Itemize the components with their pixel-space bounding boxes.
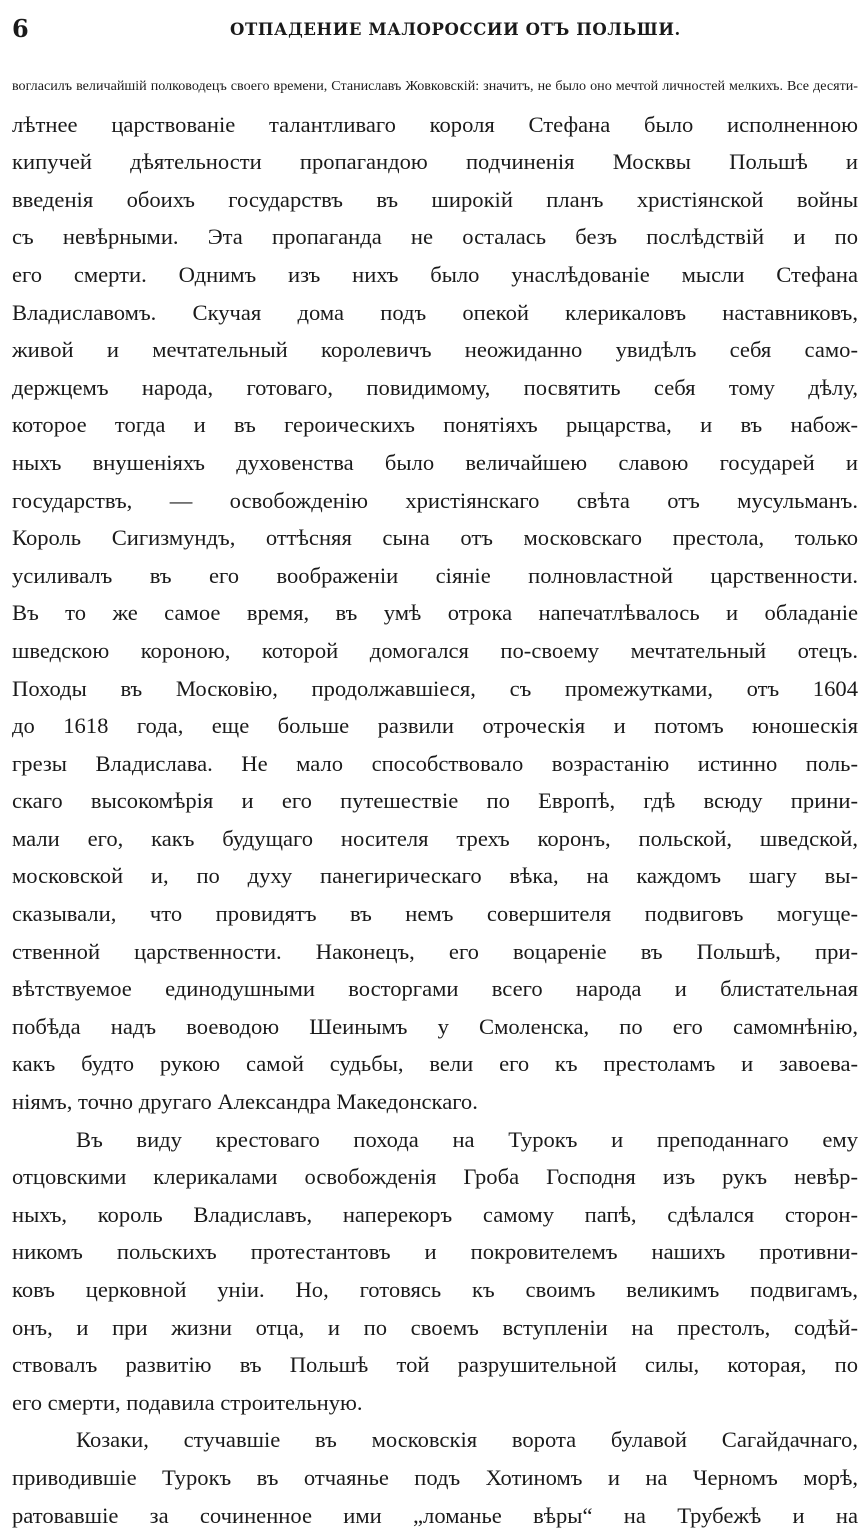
text-line: ственной царственности. Наконецъ, его воцареніе въ Польшѣ, при- — [12, 938, 858, 964]
text-line: какъ будто рукою самой судьбы, вели его къ престоламъ и завоева- — [12, 1051, 858, 1077]
text-line: ніямъ, точно другаго Александра Македонскаго. — [12, 1089, 478, 1115]
text-line: шведскою короною, которой домогался по-своему мечтательный отецъ. — [12, 637, 858, 663]
text-line: ратовавшіе за сочиненное ими „ломанье вѣры“ на Трубежѣ и на — [12, 1502, 858, 1528]
text-line: вѣтствуемое единодушными восторгами всего народа и блистательная — [12, 976, 858, 1002]
text-line: которое тогда и въ героическихъ понятіяхъ рыцарства, и въ набож- — [12, 412, 858, 438]
text-line: Въ то же самое время, въ умѣ отрока напечатлѣвалось и обладаніе — [12, 600, 858, 626]
text-line: скаго высокомѣрія и его путешествіе по Европѣ, гдѣ всюду прини- — [12, 788, 858, 814]
text-line: усиливалъ въ его воображеніи сіяніе полновластной царственности. — [12, 562, 858, 588]
page-number: 6 — [12, 14, 29, 43]
text-line: московской и, по духу панегирическаго вѣка, на каждомъ шагу вы- — [12, 863, 858, 889]
text-line: никомъ польскихъ протестантовъ и покровителемъ нашихъ противни- — [12, 1239, 858, 1265]
text-line: государствъ, — освобожденію христіянскаго свѣта отъ мусульманъ. — [12, 487, 858, 513]
text-line: держцемъ народа, готоваго, повидимому, посвятить себя тому дѣлу, — [12, 374, 858, 400]
text-line: Король Сигизмундъ, оттѣсняя сына отъ московскаго престола, только — [12, 525, 858, 551]
text-line: отцовскими клерикалами освобожденія Гроба Господня изъ рукъ невѣр- — [12, 1164, 858, 1190]
text-line: приводившіе Турокъ въ отчаянье подъ Хотиномъ и на Черномъ морѣ, — [12, 1464, 858, 1490]
text-line: кипучей дѣятельности пропагандою подчиненія Москвы Польшѣ и — [12, 149, 858, 175]
text-line: сказывали, что провидятъ въ немъ совершителя подвиговъ могуще- — [12, 901, 858, 927]
page-header — [12, 10, 858, 50]
text-line: ствовалъ развитію въ Польшѣ той разрушительной силы, которая, по — [12, 1352, 858, 1378]
text-line: Въ виду крестоваго похода на Турокъ и преподаннаго ему — [76, 1126, 858, 1152]
text-line: до 1618 года, еще больше развили отроческія и потомъ юношескія — [12, 713, 858, 739]
text-line: Владиславомъ. Скучая дома подъ опекой клерикаловъ наставниковъ, — [12, 299, 858, 325]
body-text — [12, 68, 858, 1534]
text-line: грезы Владислава. Не мало способствовало возрастанію истинно поль- — [12, 750, 858, 776]
text-line: лѣтнее царствованіе талантливаго короля Стефана было исполненною — [12, 111, 858, 137]
text-line: вогласилъ величайшій полководецъ своего времени, Станиславъ Жовковскій: значитъ, не было оно мечтой личностей мелкихъ. Все десяти- — [12, 78, 858, 94]
text-line: Походы въ Московію, продолжавшіеся, съ промежутками, отъ 1604 — [12, 675, 858, 701]
text-line: введенія обоихъ государствъ въ широкій планъ христіянской войны — [12, 186, 858, 212]
text-line: побѣда надъ воеводою Шеинымъ у Смоленска, по его самомнѣнію, — [12, 1013, 858, 1039]
text-line: съ невѣрными. Эта пропаганда не осталась безъ послѣдствій и по — [12, 224, 858, 250]
text-line: ковъ церковной уніи. Но, готовясь къ своимъ великимъ подвигамъ, — [12, 1277, 858, 1302]
text-line: его смерти, подавила строительную. — [12, 1389, 363, 1415]
running-title: ОТПАДЕНИЕ МАЛОРОССИИ ОТЪ ПОЛЬШИ. — [230, 20, 681, 39]
text-line: ныхъ внушеніяхъ духовенства было величайшею славою государей и — [12, 449, 858, 475]
text-line: живой и мечтательный королевичъ неожиданно увидѣлъ себя само- — [12, 337, 858, 363]
text-line: мали его, какъ будущаго носителя трехъ коронъ, польской, шведской, — [12, 825, 858, 851]
text-line: онъ, и при жизни отца, и по своемъ вступленіи на престолъ, содѣй- — [12, 1314, 858, 1340]
text-line: ныхъ, король Владиславъ, наперекоръ самому папѣ, сдѣлался сторон- — [12, 1201, 858, 1227]
text-line: его смерти. Однимъ изъ нихъ было унаслѣдованіе мысли Стефана — [12, 261, 858, 287]
text-line: Козаки, стучавшіе въ московскія ворота булавой Сагайдачнаго, — [76, 1427, 858, 1453]
